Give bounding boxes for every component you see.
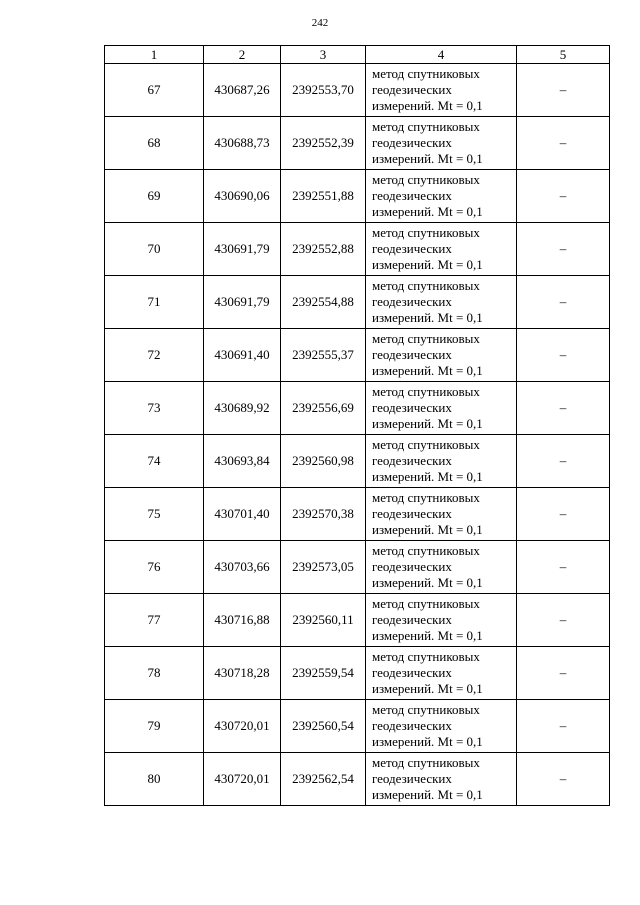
note-cell: – xyxy=(517,594,610,647)
column-header-1: 1 xyxy=(105,46,204,64)
method-cell xyxy=(366,753,517,806)
method-text-line: измерений. Mt = 0,1 xyxy=(372,522,483,537)
method-cell xyxy=(366,541,517,594)
y-coordinate-cell: 2392573,05 xyxy=(281,541,366,594)
method-text-line: измерений. Mt = 0,1 xyxy=(372,734,483,749)
method-text-line: геодезических xyxy=(372,559,452,574)
y-coordinate-cell: 2392559,54 xyxy=(281,647,366,700)
method-text-line: измерений. Mt = 0,1 xyxy=(372,575,483,590)
method-text-line: метод спутниковых xyxy=(372,649,480,664)
method-text-line: измерений. Mt = 0,1 xyxy=(372,628,483,643)
method-cell xyxy=(366,647,517,700)
point-number-cell: 78 xyxy=(105,647,204,700)
method-text-line: метод спутниковых xyxy=(372,225,480,240)
y-coordinate-cell: 2392570,38 xyxy=(281,488,366,541)
method-text-line: измерений. Mt = 0,1 xyxy=(372,681,483,696)
x-coordinate-cell: 430689,92 xyxy=(204,382,281,435)
note-cell: – xyxy=(517,488,610,541)
point-number-cell: 76 xyxy=(105,541,204,594)
note-cell: – xyxy=(517,64,610,117)
method-text-line: измерений. Mt = 0,1 xyxy=(372,151,483,166)
point-number-cell: 67 xyxy=(105,64,204,117)
method-text-line: геодезических xyxy=(372,347,452,362)
note-cell: – xyxy=(517,329,610,382)
method-text-line: измерений. Mt = 0,1 xyxy=(372,257,483,272)
x-coordinate-cell: 430716,88 xyxy=(204,594,281,647)
point-number-cell: 68 xyxy=(105,117,204,170)
method-text-line: метод спутниковых xyxy=(372,596,480,611)
method-text-line: геодезических xyxy=(372,294,452,309)
y-coordinate-cell: 2392556,69 xyxy=(281,382,366,435)
y-coordinate-cell: 2392552,39 xyxy=(281,117,366,170)
table-row xyxy=(105,223,610,276)
table-row xyxy=(105,488,610,541)
note-cell: – xyxy=(517,276,610,329)
point-number-cell: 79 xyxy=(105,700,204,753)
point-number-cell: 70 xyxy=(105,223,204,276)
method-text-line: геодезических xyxy=(372,82,452,97)
x-coordinate-cell: 430687,26 xyxy=(204,64,281,117)
method-text-line: метод спутниковых xyxy=(372,490,480,505)
note-cell: – xyxy=(517,647,610,700)
column-header-2: 2 xyxy=(204,46,281,64)
y-coordinate-cell: 2392560,98 xyxy=(281,435,366,488)
method-text-line: геодезических xyxy=(372,718,452,733)
table-row xyxy=(105,541,610,594)
table-row xyxy=(105,276,610,329)
table-row xyxy=(105,647,610,700)
method-text-line: метод спутниковых xyxy=(372,66,480,81)
table-row xyxy=(105,382,610,435)
table-row xyxy=(105,753,610,806)
y-coordinate-cell: 2392554,88 xyxy=(281,276,366,329)
note-cell: – xyxy=(517,223,610,276)
table-row xyxy=(105,329,610,382)
x-coordinate-cell: 430718,28 xyxy=(204,647,281,700)
note-cell: – xyxy=(517,753,610,806)
method-text-line: измерений. Mt = 0,1 xyxy=(372,363,483,378)
y-coordinate-cell: 2392555,37 xyxy=(281,329,366,382)
note-cell: – xyxy=(517,170,610,223)
method-text-line: измерений. Mt = 0,1 xyxy=(372,204,483,219)
method-cell xyxy=(366,594,517,647)
method-text-line: измерений. Mt = 0,1 xyxy=(372,469,483,484)
method-cell xyxy=(366,170,517,223)
method-text-line: геодезических xyxy=(372,665,452,680)
x-coordinate-cell: 430691,40 xyxy=(204,329,281,382)
y-coordinate-cell: 2392551,88 xyxy=(281,170,366,223)
method-text-line: измерений. Mt = 0,1 xyxy=(372,416,483,431)
method-text-line: геодезических xyxy=(372,241,452,256)
table-row xyxy=(105,64,610,117)
x-coordinate-cell: 430690,06 xyxy=(204,170,281,223)
x-coordinate-cell: 430701,40 xyxy=(204,488,281,541)
table-row xyxy=(105,700,610,753)
method-cell xyxy=(366,223,517,276)
y-coordinate-cell: 2392560,54 xyxy=(281,700,366,753)
column-header-4: 4 xyxy=(366,46,517,64)
method-text-line: измерений. Mt = 0,1 xyxy=(372,98,483,113)
table-row xyxy=(105,117,610,170)
method-text-line: метод спутниковых xyxy=(372,437,480,452)
column-header-3: 3 xyxy=(281,46,366,64)
note-cell: – xyxy=(517,700,610,753)
method-text-line: метод спутниковых xyxy=(372,278,480,293)
method-text-line: измерений. Mt = 0,1 xyxy=(372,310,483,325)
table-header-row xyxy=(105,46,610,64)
method-text-line: геодезических xyxy=(372,135,452,150)
x-coordinate-cell: 430720,01 xyxy=(204,700,281,753)
x-coordinate-cell: 430691,79 xyxy=(204,223,281,276)
method-text-line: метод спутниковых xyxy=(372,755,480,770)
table-row xyxy=(105,594,610,647)
point-number-cell: 75 xyxy=(105,488,204,541)
y-coordinate-cell: 2392553,70 xyxy=(281,64,366,117)
method-cell xyxy=(366,117,517,170)
note-cell: – xyxy=(517,541,610,594)
table-row xyxy=(105,435,610,488)
method-cell xyxy=(366,700,517,753)
method-text-line: измерений. Mt = 0,1 xyxy=(372,787,483,802)
x-coordinate-cell: 430688,73 xyxy=(204,117,281,170)
note-cell: – xyxy=(517,382,610,435)
method-cell xyxy=(366,64,517,117)
table-body xyxy=(105,64,610,806)
method-cell xyxy=(366,488,517,541)
method-text-line: метод спутниковых xyxy=(372,119,480,134)
x-coordinate-cell: 430720,01 xyxy=(204,753,281,806)
x-coordinate-cell: 430691,79 xyxy=(204,276,281,329)
method-text-line: метод спутниковых xyxy=(372,384,480,399)
point-number-cell: 72 xyxy=(105,329,204,382)
method-text-line: метод спутниковых xyxy=(372,543,480,558)
x-coordinate-cell: 430693,84 xyxy=(204,435,281,488)
point-number-cell: 69 xyxy=(105,170,204,223)
method-text-line: геодезических xyxy=(372,453,452,468)
note-cell: – xyxy=(517,435,610,488)
point-number-cell: 74 xyxy=(105,435,204,488)
method-text-line: геодезических xyxy=(372,400,452,415)
y-coordinate-cell: 2392552,88 xyxy=(281,223,366,276)
point-number-cell: 73 xyxy=(105,382,204,435)
point-number-cell: 71 xyxy=(105,276,204,329)
coordinates-table xyxy=(104,45,610,806)
method-cell xyxy=(366,329,517,382)
y-coordinate-cell: 2392560,11 xyxy=(281,594,366,647)
point-number-cell: 80 xyxy=(105,753,204,806)
y-coordinate-cell: 2392562,54 xyxy=(281,753,366,806)
method-text-line: метод спутниковых xyxy=(372,172,480,187)
method-cell xyxy=(366,382,517,435)
method-text-line: геодезических xyxy=(372,612,452,627)
table-row xyxy=(105,170,610,223)
page-number: 242 xyxy=(311,17,329,29)
method-text-line: метод спутниковых xyxy=(372,702,480,717)
note-cell: – xyxy=(517,117,610,170)
method-cell xyxy=(366,276,517,329)
x-coordinate-cell: 430703,66 xyxy=(204,541,281,594)
method-cell xyxy=(366,435,517,488)
point-number-cell: 77 xyxy=(105,594,204,647)
column-header-5: 5 xyxy=(517,46,610,64)
method-text-line: геодезических xyxy=(372,771,452,786)
method-text-line: геодезических xyxy=(372,188,452,203)
method-text-line: метод спутниковых xyxy=(372,331,480,346)
method-text-line: геодезических xyxy=(372,506,452,521)
